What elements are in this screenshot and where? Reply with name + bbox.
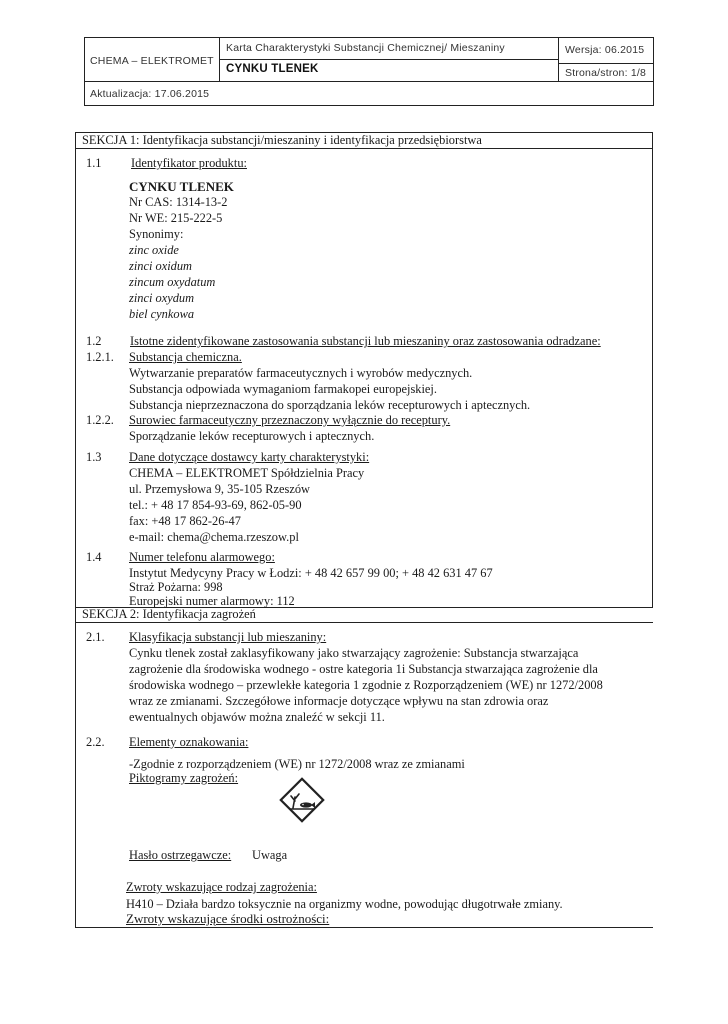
synonym-item: biel cynkowa — [129, 307, 195, 321]
pharma-raw-material-heading: Surowiec farmaceutyczny przeznaczony wyłącznie do receptury. — [129, 413, 451, 427]
signal-word-label — [129, 848, 231, 863]
emergency-line: Instytut Medycyny Pracy w Łodzi: + 48 42 657 99 00; + 48 42 631 47 67 — [129, 566, 493, 580]
classification-heading: Klasyfikacja substancji lub mieszaniny: — [129, 630, 327, 644]
update-date: Aktualizacja: 17.06.2015 — [90, 88, 210, 100]
header-product-name: CYNKU TLENEK — [226, 63, 319, 75]
page-count: Strona/stron: 1/8 — [565, 67, 647, 79]
supplier-line: tel.: + 48 17 854-93-69, 862-05-90 — [129, 498, 302, 512]
section-1-2-1-number: 1.2.1. — [86, 350, 114, 364]
supplier-line: CHEMA – ELEKTROMET Spółdzielnia Pracy — [129, 466, 365, 480]
product-name: CYNKU TLENEK — [129, 179, 234, 194]
pictograms-label: Piktogramy zagrożeń: — [129, 771, 239, 785]
synonym-item: zinci oxydum — [129, 291, 195, 305]
supplier-line: e-mail: chema@chema.rzeszow.pl — [129, 530, 299, 544]
signal-word-label-text: Hasło ostrzegawcze: — [129, 848, 232, 862]
emergency-phone-heading: Numer telefonu alarmowego: — [129, 550, 275, 564]
classification-line: Cynku tlenek został zaklasyfikowany jako stwarzający zagrożenie: Substancja stwarzająca — [129, 646, 579, 660]
section-1-4-number: 1.4 — [86, 550, 102, 564]
hazard-statements-label: Zwroty wskazujące rodzaj zagrożenia: — [126, 880, 317, 894]
use-line: Wytwarzanie preparatów farmaceutycznych i wyrobów medycznych. — [129, 366, 473, 380]
we-number: Nr WE: 215-222-5 — [129, 211, 223, 225]
emergency-line: Europejski numer alarmowy: 112 — [129, 594, 295, 608]
classification-line: wraz ze zmianami. Szczegółowe informacje dotyczące wpływu na stan zdrowia oraz — [129, 694, 549, 708]
product-identifier-heading: Identyfikator produktu: — [131, 156, 247, 170]
document-title: Karta Charakterystyki Substancji Chemicznej/ Mieszaniny — [226, 42, 505, 54]
label-elements-heading: Elementy oznakowania: — [129, 735, 249, 749]
classification-line: ewentualnych objawów można znaleźć w sekcji 11. — [129, 710, 385, 724]
section-1-2-number: 1.2 — [86, 334, 102, 348]
regulation-line: -Zgodnie z rozporządzeniem (WE) nr 1272/2008 wraz ze zmianami — [129, 757, 465, 771]
version-label: Wersja: 06.2015 — [565, 44, 645, 56]
precautionary-statements-label: Zwroty wskazujące środki ostrożności: — [126, 911, 330, 926]
synonym-item: zinci oxidum — [129, 259, 192, 273]
section-2-2-number: 2.2. — [86, 735, 105, 749]
environment-hazard-icon — [277, 775, 327, 825]
section-2-title: SEKCJA 2: Identyfikacja zagrożeń — [82, 607, 256, 621]
use-line: Sporządzanie leków recepturowych i aptecznych. — [129, 429, 375, 443]
use-line: Substancja odpowiada wymaganiom farmakopei europejskiej. — [129, 382, 437, 396]
use-line: Substancja nieprzeznaczona do sporządzania leków recepturowych i aptecznych. — [129, 398, 531, 412]
cas-number: Nr CAS: 1314-13-2 — [129, 195, 228, 209]
section-2-1-number: 2.1. — [86, 630, 105, 644]
hazard-statement: H410 – Działa bardzo toksycznie na organizmy wodne, powodując długotrwałe zmiany. — [126, 897, 563, 911]
bottom-divider — [75, 927, 653, 928]
supplier-line: ul. Przemysłowa 9, 35-105 Rzeszów — [129, 482, 311, 496]
section-1-3-number: 1.3 — [86, 450, 102, 464]
synonyms-label: Synonimy: — [129, 227, 184, 241]
company-name: CHEMA – ELEKTROMET — [90, 55, 214, 67]
uses-heading: Istotne zidentyfikowane zastosowania substancji lub mieszaniny oraz zastosowania odradzane: — [130, 334, 601, 348]
section-1-title: SEKCJA 1: Identyfikacja substancji/mieszaniny i identyfikacja przedsiębiorstwa — [82, 133, 482, 147]
chemical-substance-heading: Substancja chemiczna. — [129, 350, 242, 364]
synonym-item: zincum oxydatum — [129, 275, 216, 289]
supplier-heading: Dane dotyczące dostawcy karty charakterystyki: — [129, 450, 370, 464]
synonym-item: zinc oxide — [129, 243, 179, 257]
emergency-line: Straż Pożarna: 998 — [129, 580, 223, 594]
section-1-1-number: 1.1 — [86, 156, 102, 170]
classification-line: zagrożenie dla środowiska wodnego - ostre kategoria 1i Substancja stwarzająca zagrożenie dla — [129, 662, 598, 676]
signal-word: Uwaga — [252, 848, 288, 862]
supplier-line: fax: +48 17 862-26-47 — [129, 514, 241, 528]
classification-line: środowiska wodnego – przewlekłe kategoria 1 zgodnie z Rozporządzeniem (WE) nr 1272/2008 — [129, 678, 603, 692]
section-1-2-2-number: 1.2.2. — [86, 413, 114, 427]
